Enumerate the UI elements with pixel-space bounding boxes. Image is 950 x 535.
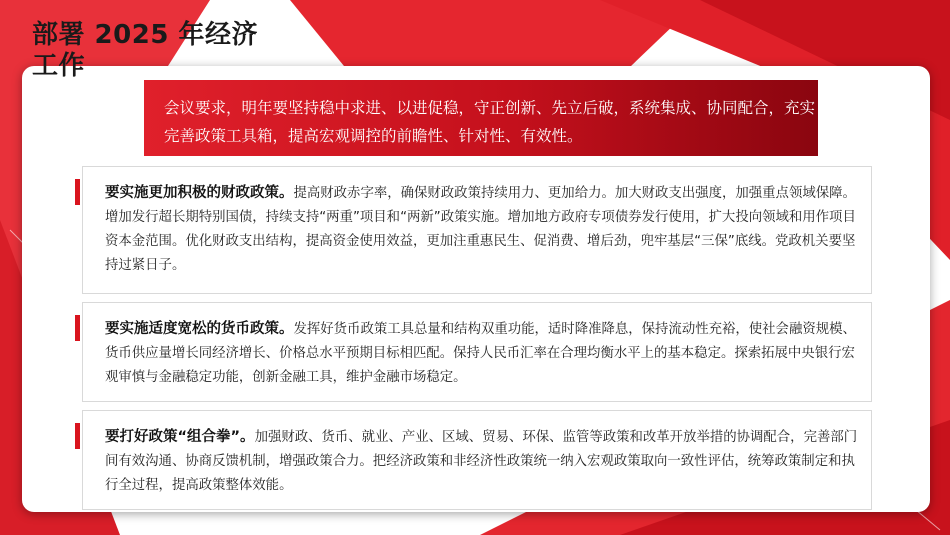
fiscal-policy-box bbox=[82, 166, 872, 294]
accent-marker bbox=[75, 423, 80, 449]
fiscal-policy-heading: 要实施更加积极的财政政策。 bbox=[105, 185, 294, 201]
policy-combination-body: 加强财政、货币、就业、产业、区域、贸易、环保、监管等政策和改革开放举措的协调配合，完善部门间有效沟通、协商反馈机制，增强政策合力。把经济政策和非经济性政策统一纳入宏观政策取向一致性评估，统筹政策制定和执行全过程，提高政策整体效能。 bbox=[105, 430, 858, 493]
summary-text: 会议要求，明年要坚持稳中求进、以进促稳，守正创新、先立后破，系统集成、协同配合，充实完善政策工具箱，提高宏观调控的前瞻性、针对性、有效性。 bbox=[164, 99, 816, 145]
monetary-policy-box bbox=[82, 302, 872, 402]
accent-marker bbox=[75, 315, 80, 341]
accent-marker bbox=[75, 179, 80, 205]
fiscal-policy-paragraph bbox=[105, 181, 861, 278]
policy-combination-heading: 要打好政策“组合拳”。 bbox=[105, 429, 255, 445]
monetary-policy-paragraph bbox=[105, 317, 861, 390]
policy-combination-paragraph bbox=[105, 425, 861, 498]
page-title: 部署 2025 年经济工作 bbox=[32, 20, 258, 81]
summary-banner bbox=[144, 80, 818, 156]
monetary-policy-heading: 要实施适度宽松的货币政策。 bbox=[105, 321, 294, 337]
monetary-policy-body: 发挥好货币政策工具总量和结构双重功能，适时降准降息，保持流动性充裕，使社会融资规模、货币供应量增长同经济增长、价格总水平预期目标相匹配。保持人民币汇率在合理均衡水平上的基本稳定。探索拓展中央银行宏观审慎与金融稳定功能，创新金融工具，维护金融市场稳定。 bbox=[105, 322, 856, 385]
policy-combination-box bbox=[82, 410, 872, 510]
fiscal-policy-body: 提高财政赤字率，确保财政政策持续用力、更加给力。加大财政支出强度，加强重点领域保障。增加发行超长期特别国债，持续支持“两重”项目和“两新”政策实施。增加地方政府专项债券发行使用，扩大投向领域和用作项目资本金范围。优化财政支出结构，提高资金使用效益，更加注重惠民生、促消费、增后劲，兜牢基层“三保”底线。党政机关要坚持过紧日子。 bbox=[105, 186, 856, 273]
